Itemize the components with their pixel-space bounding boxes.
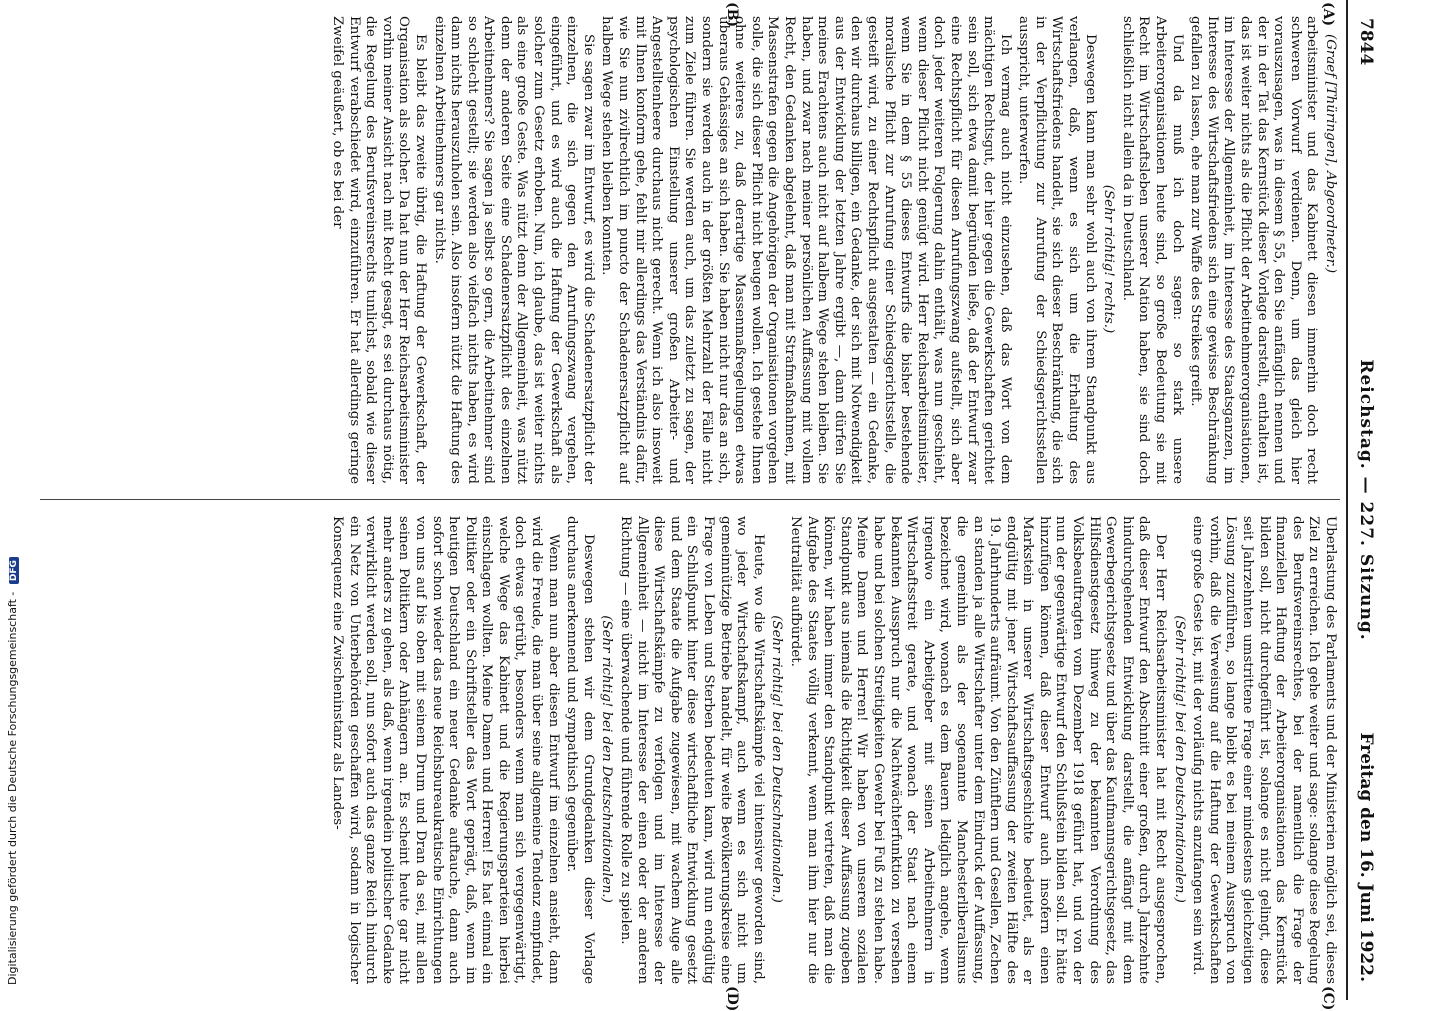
- digitization-credit: [6, 557, 19, 985]
- paragraph: Es bleibt das zweite übrig, die Haftung der Gewerkschaft, der Organisation als solcher. Da hat nun der Herr Reichsarbeitsminister vorhin meiner Ansicht nach mit Recht gesagt, es sei durchaus nötig, die Regelung des Berufsvereinsrechts tunlichst, sobald wie dieser Entwurf verabschiedet wird, einzuführen. Er hat allerdings geringe Zweifel geäußert, ob es bei der: [329, 16, 428, 484]
- paragraph: arbeitsminister und das Kabinett diesen immerhin doch recht schweren Vorwurf verdienen. Denn, um das gleich hier vorauszusagen, was in diesem § 55, den Sie anfänglich nennen und der in der Tat das Kernstück dieser Vorlage darstellt, enthalten ist, das ist weiter nichts als die Pflicht der Arbeitnehmerorganisationen, im Interesse der Allgemeinheit, im Interesse des Staatsganzen, im Interesse des Wirtschaftsfriedens sich eine gewisse Beschränkung gefallen zu lassen, ehe man zur Waffe des Streikes greift.: [1188, 16, 1320, 484]
- paragraph: Und da muß ich doch sagen: so stark unsere Arbeiterorganisationen heute sind, so große Bedeutung sie mit Recht im Wirtschaftsleben unserer Nation haben, sie sind doch schließlich nicht allein da in Deutschland.: [1119, 16, 1185, 484]
- credit-text: Digitalisierung gefördert durch die Deutsche Forschungsgemeinschaft -: [6, 591, 19, 985]
- paragraph: Der Herr Reichsarbeitsminister hat mit Recht ausgesprochen, daß dieser Entwurf den Abschnitt einer großen, durch Jahrzehnte hindurchgehenden Entwicklung darstellt, die anfängt mit dem Gewerbegerichtsgesetz und über das Kaufmannsgerichtsgesetz, das Hilfsdienstgesetz hinweg zu der bekannten Verordnung des Volksbeauftragten vom Dezember 1918 geführt hat, und von der nun der gegenwärtige Entwurf den Schlußstein bilden soll. Er hätte hinzufügen können, daß dieser Entwurf auch insofern einen Markstein in unserer Wirtschaftsgeschichte bedeutet, als er endgültig mit jener Wirtschaftsauffassung der zweiten Hälfte des 19. Jahrhunderts aufräumt. Von den Zünftlern und Gesellen, Zechen an standen ja alle Wirtschafter unter dem Eindruck der Auffassung, die gemeinhin als der sogenannte Manchesterliberalismus bezeichnet wird, wonach es dem Bauern lediglich angehe, wenn irgendwo ein Arbeitgeber mit seinen Arbeitnehmern in Wirtschaftsstreit gerate, und wonach der Staat nach einem bekannten Ausspruch nur die Nachtwächterfunktion zu versehen habe und bei solchen Streitigkeiten Gewehr bei Fuß zu stehen habe. Meine Damen und Herren! Wir haben von unserem sozialen Standpunkt aus niemals die Richtigkeit dieser Auffassung zugeben können, wir haben immer den Standpunkt vertreten, daß man die Aufgabe des Staates völlig verkennt, wenn man ihm hier nur die Neutralität aufbürdet.: [788, 516, 1169, 984]
- page-number: 7844: [1356, 18, 1376, 66]
- paragraph: Heute, wo die Wirtschaftskämpfe viel intensiver geworden sind, wo jeder Wirtschaftskampf, auch wenn es sich nicht um gemeinnützige Betriebe handelt, für weite Bevölkerungskreise eine Frage von Leben und Sterben bedeuten kann, wird nun endgültig ein Schlußpunkt hinter diese wirtschaftliche Entwicklung gesetzt und dem Staate die Aufgabe zugewiesen, mit wachem Auge alle diese Wirtschaftskämpfe zu verfolgen und im Interesse der Allgemeinheit — nicht im Interesse der einen oder der anderen Richtung — eine überwachende und führende Rolle zu spielen.: [618, 516, 766, 984]
- interjection: (Sehr richtig! bei den Deutschnationalen.): [769, 615, 785, 903]
- interjection: (Sehr richtig! bei den Deutschnationalen.): [1171, 615, 1187, 903]
- paragraph: Überlastung des Parlaments und der Ministerien möglich sei, dieses Ziel zu erreichen. Ich gehe weiter und sage: solange diese Regelung des Berufsvereinsrechtes, bei der namentlich die Frage der finanziellen Haftung der Arbeiterorganisationen das Kernstück bilden soll, nicht durchgeführt ist, solange es nicht gelingt, diese seit Jahrzehnten umstrittene Frage einer mindestens gleichzeitigen Lösung zuzuführen, so lange bleibt es bei meinem Ausspruch von vorhin, daß die Verweisung auf die Haftung der Gewerkschaften eine große Geste ist, mit der vorläufig nichts anzufangen sein wird.: [1190, 516, 1338, 984]
- paragraph: Ich vermag auch nicht einzusehen, daß das Wort von dem mächtigen Rechtsgut, der hier gegen die Gewerkschaften gerichtet sein soll, sich etwa damit begründen ließe, daß der Entwurf zwar eine Rechtspflicht für diesen Anrufungszwang aufstellt, sich aber doch jeder weiteren Folgerung dahin enthält, was nun geschieht, wenn dieser Pflicht nicht genügt wird. Herr Reichsarbeitsminister, wenn Sie in dem § 55 dieses Entwurfs die bisher bestehende moralische Pflicht zur Anrufung einer Schiedsgerichtsstelle, die gesteift wird, zu einer Rechtspflicht ausgestalten — ein Gedanke, den wir durchaus billigen, ein Gedanke, der sich mit Notwendigkeit aus der Entwicklung der letzten Jahre ergibt —, dann dürfen Sie meines Erachtens auch nicht auf halbem Wege stehen bleiben. Sie haben, und zwar nach meiner persönlichen Auffassung mit vollem Recht, den Gedanken abgelehnt, daß man mit Strafmaßnahmen, mit Massenstrafen gegen die Angehörigen der Organisationen vorgehen solle, die sich dieser Pflicht nicht beugen wollen. Ich gestehe Ihnen ohne weiteres zu, daß derartige Massenmaßregelungen etwas überaus Gehässiges an sich haben. Sie haben nicht nur das an sich, sondern sie werden auch in der größten Mehrzahl der Fälle nicht zum Ziele führen. Sie werden auch, um das zuletzt zu sagen, der psychologischen Einstellung unserer großen Arbeiter- und Angestelltenheere durchaus nicht gerecht. Wenn ich also insoweit mit Ihnen konform gehe, fehlt mir allerdings das Verständnis dafür, wie Sie nun zivilrechtlich im puncto der Schadenersatzpflicht auf halbem Wege stehen bleiben konnten.: [599, 16, 1013, 484]
- margin-marker-b: (B): [724, 2, 740, 28]
- paragraph: Deswegen stehen wir dem Grundgedanken dieser Vorlage durchaus anerkennend und sympathisch gegenüber.: [564, 516, 596, 984]
- right-column: [18, 516, 1338, 984]
- margin-marker-d: (D): [724, 986, 740, 1011]
- session-date: Freitag den 16. Juni 1922.: [1356, 732, 1376, 982]
- dfg-logo: DFG: [9, 557, 19, 584]
- speaker-label: (Graef [Thüringen], Abgeordneter.): [1323, 34, 1338, 274]
- paragraph: Wenn man nun aber diesen Entwurf im einzelnen ansieht, dann wird die Freude, die man über seine allgemeine Tendenz empfindet, doch etwas getrübt, besonders wenn man sich vergegenwärtigt, welche Wege das Kabinett und die Regierungsparteien hierbei einschlagen wollten. Meine Damen und Herren! Es hat einmal ein Politiker oder ein Schriftsteller das Wort geprägt, daß, wenn im heutigen Deutschland ein neuer Gedanke auftauche, dann auch sofort schon wieder das neue Reichsbureaukratische Einrichtungen von uns auf bis oben mit seinem Drum und Dran da sei, mit allen seinen Politikern oder Anhängern an. Es scheint heute gar nicht mehr anders zu gehen, als daß, wenn irgendein politischer Gedanke verwirklicht werden soll, nun sofort auch das ganze Reich hindurch ein Netz von Unterbehörden geschaffen wird, sodann in logischer Konsequenz eine Zwischeninstanz als Landes-: [329, 516, 561, 984]
- paragraph: Sie sagen zwar im Entwurf, es wird die Schadenersatzpflicht der einzelnen, die sich gegen den Anrufungszwang vergehen, eingeführt, und es wird auch die Haftung der Gewerkschaft als solcher zum Gesetz erhoben. Nun, ich glaube, das ist weiter nichts als eine große Geste. Was nützt denn der Allgemeinheit, was nützt denn der anderen Seite eine Schadenersatzpflicht des einzelnen Arbeitnehmers? Sie sagen ja selbst so gern, die Arbeitnehmer sind so schlecht gestellt; sie werden also vielfach nichts haben, es wird dann nichts herauszuholen sein. Also insofern nützt die Haftung des einzelnen Arbeitnehmers gar nichts.: [431, 16, 596, 484]
- interjection: (Sehr richtig! bei den Deutschnationalen.): [599, 615, 615, 903]
- column-divider: [40, 499, 1340, 500]
- page-header: [1346, 0, 1380, 1000]
- margin-marker-c: (C): [1320, 986, 1336, 1011]
- page-title: Reichstag. — 227. Sitzung.: [1356, 359, 1376, 641]
- left-column: [18, 16, 1338, 484]
- margin-marker-a: (A): [1320, 2, 1336, 27]
- interjection: (Sehr richtig! rechts.): [1101, 184, 1117, 334]
- paragraph: Deswegen kann man sehr wohl auch von ihrem Standpunkt aus verlangen, daß, wenn es sich um die Erhaltung des Wirtschaftsfriedens handelt, sie sich dieser Beschränkung, die sich in der Verpflichtung zur Anrufung der Schiedsgerichtsstellen ausspricht, unterwerfen.: [1016, 16, 1098, 484]
